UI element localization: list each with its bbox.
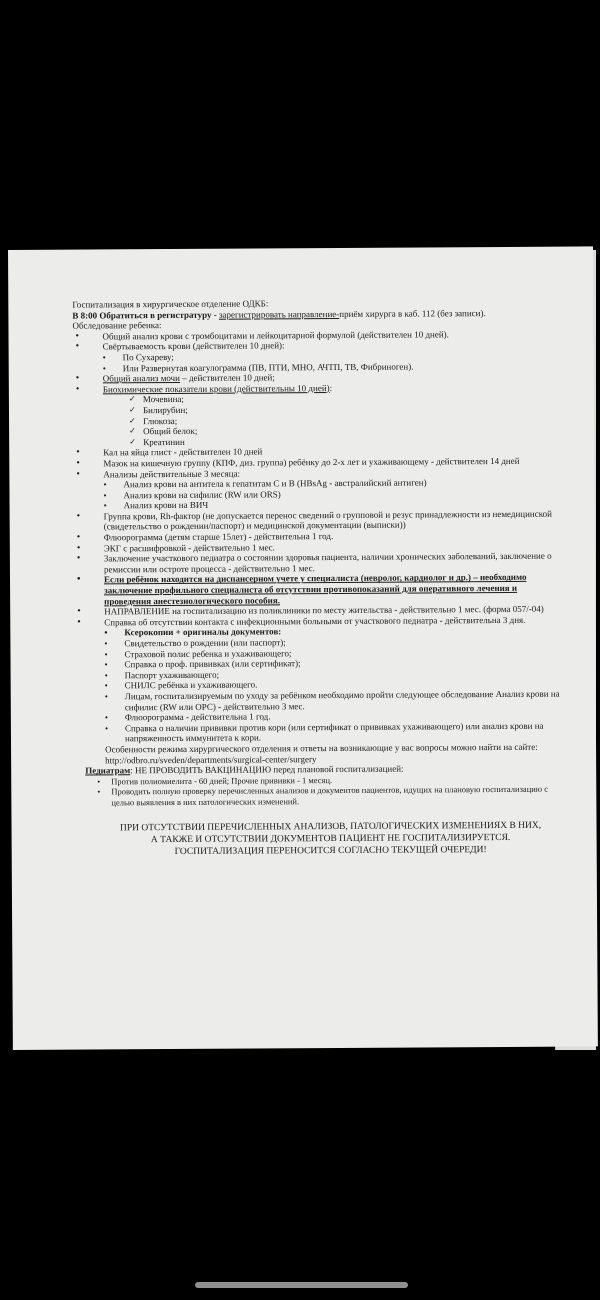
list-item: • Флюорограмма (детям старше 15лет) - действительна 1 год. xyxy=(74,530,564,544)
list-item: • Мазок на кишечную группу (КПФ, диз. группа) ребёнку до 2-х лет и ухаживающему - действителен 14 дней xyxy=(73,456,563,470)
list-item: • НАПРАВЛЕНИЕ на госпитализацию из поликлиники по месту жительства - действительно 1 мес. (форма 057/-04) xyxy=(74,604,564,618)
urine-rest: – действителен 10 дней; xyxy=(179,372,275,384)
biochem-label: Биохимические показатели крови (действительны 10 дней) xyxy=(102,382,330,395)
copy-item: • Страховой полис ребенка и ухаживающего; xyxy=(74,646,564,660)
copy-item: • Флюорограмма - действительна 1 год. xyxy=(75,710,565,724)
document-page xyxy=(8,246,598,1050)
copy-item: • Свидетельство о рождении (или паспорт); xyxy=(74,636,564,650)
final-line: А ТАКЖЕ И ОТСУТСТВИИ ДОКУМЕНТОВ ПАЦИЕНТ НЕ ГОСПИТАЛИЗИРУЕТСЯ. xyxy=(150,832,511,845)
list-item: • Заключение участкового педиатра о состоянии здоровья пациента, наличии хронических заболеваний, заключение о ремиссии или остроте процесса - действительно 1 мес. xyxy=(74,551,564,575)
check-item: ✓ Креатинин xyxy=(73,434,563,448)
list-item: • Или Развернутая коагулограмма (ПВ, ПТИ, МНО, АЧТП, ТВ, Фибриноген). xyxy=(73,360,563,374)
final-line: ПРИ ОТСУТСТВИИ ПЕРЕЧИСЛЕННЫХ АНАЛИЗОВ, ПАТОЛОГИЧЕСКИХ ИЗМЕНЕНИЯХ В НИХ, xyxy=(119,820,542,833)
list-item: • ЭКГ с расшифровкой - действительно 1 мес. xyxy=(74,540,564,554)
list-item: • Группа крови, Rh-фактор (не допускается перенос сведений о групповой и резус принадлежности из немедицинской (свидетельство о рождении/паспорт) и медицинской документации (выписки)) xyxy=(74,508,564,532)
site-note: Особенности режима хирургического отделения и ответы на возникающие у вас вопросы можно найти на сайте: http://odbro.ru/sveden/departments/surgical-center/surgery xyxy=(105,741,538,765)
check-item: ✓ Общий белок; xyxy=(73,424,563,438)
home-indicator[interactable] xyxy=(195,1282,408,1288)
pediatrician-label: Педиатрам xyxy=(85,765,131,776)
reg-rest: приём хирурга в каб. 112 (без записи). xyxy=(339,307,486,319)
exam-list xyxy=(72,328,565,744)
copy-item: • СНИЛС ребёнка и ухаживающего. xyxy=(75,678,565,692)
list-item: • Анализы действительные 3 месяца: xyxy=(73,466,563,480)
copy-item: • Лицам, госпитализируемым по уходу за ребёнком необходимо пройти следующее обследование Анализ крови на сифилис (RW или ОРС) - действительно 3 мес. xyxy=(75,689,565,713)
list-item: • Кал на яйца глист - действителен 10 дней xyxy=(73,445,563,459)
list-item: • Анализ крови на сифилис (RW или ORS) xyxy=(73,487,563,501)
biochem-rest: : xyxy=(329,382,333,393)
doc-title: Госпитализация в хирургическое отделение ОДКБ: xyxy=(72,298,269,310)
urine-label: Общий анализ мочи xyxy=(102,373,181,384)
list-item: • Общий анализ крови с тромбоцитами и лейкоцитарной формулой (действителен 10 дней). xyxy=(72,328,562,342)
pediatrician-rest: : НЕ ПРОВОДИТЬ ВАКЦИНАЦИЮ перед плановой госпитализацией: xyxy=(130,763,404,776)
pediatrician-list xyxy=(75,773,565,808)
exam-title: Обследование ребенка: xyxy=(72,320,162,331)
list-item: • По Сухареву; xyxy=(73,350,563,364)
reg-bold: В 8:00 Обратиться в регистратуру - xyxy=(72,309,219,321)
check-item: ✓ Мочевина; xyxy=(73,392,563,406)
document-content xyxy=(72,297,565,858)
list-item: • Анализ крови на ВИЧ xyxy=(74,498,564,512)
final-warning xyxy=(75,819,565,858)
copy-item: • Паспорт ухаживающего; xyxy=(75,667,565,681)
list-item: • Свёртываемость крови (действителен 10 дней): xyxy=(73,339,563,353)
check-item: ✓ Билирубин; xyxy=(73,403,563,417)
reg-underline: зарегистрировать направление- xyxy=(218,308,340,320)
copy-item: • Справка о наличии прививки против кори (или сертификат о прививках ухаживающего) или анализ крови на напряженность иммунитета к кори. xyxy=(75,720,565,744)
list-item: • Анализ крови на антитела к гепатитам С и В (HBsAg - австралийский антиген) xyxy=(73,477,563,491)
copy-item: • Справка о проф. прививках (или сертификат); xyxy=(75,657,565,671)
copies-title: • Ксерокопии + оригиналы документов: xyxy=(74,625,564,639)
list-item: • Проводить полную проверку перечисленных анализов и документов пациентов, идущих на плановую госпитализацию с целью выявления в них патологических изменений. xyxy=(75,784,565,808)
list-item: • Против полиомиелита - 60 дней; Прочие прививки - 1 месяц. xyxy=(75,773,565,787)
check-item: ✓ Глюкоза; xyxy=(73,413,563,427)
list-item: • Справка об отсутствии контакта с инфекционными больными от участкового педиатра - действительна 3 дня. xyxy=(74,614,564,628)
final-line: ГОСПИТАЛИЗАЦИЯ ПЕРЕНОСИТСЯ СОГЛАСНО ТЕКУЩЕЙ ОЧЕРЕДИ! xyxy=(174,844,487,857)
dispensary-item: • Если ребёнок находится на диспансерном учете у специалиста (невролог, кардиолог и др.) – необходимо заключение профильного специалиста об отсутствии противопоказаний для оперативного лечения и проведения анестезиологического пособия. xyxy=(74,572,564,607)
